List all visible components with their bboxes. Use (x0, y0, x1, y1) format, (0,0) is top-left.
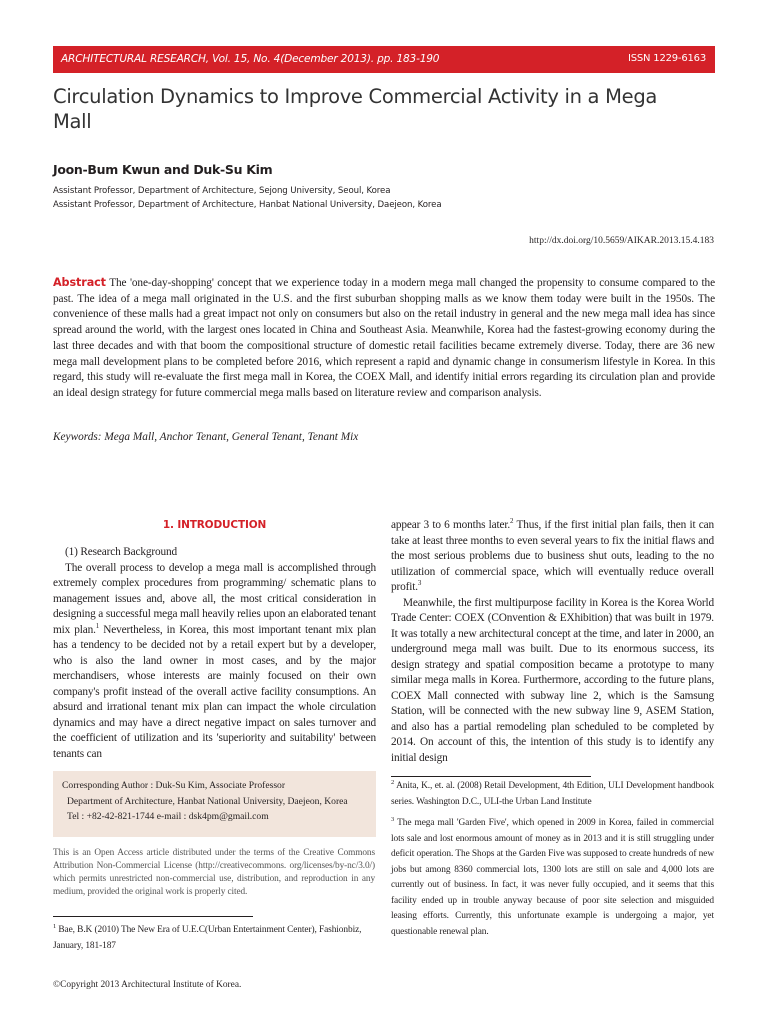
correspondence-box (53, 771, 376, 837)
footnote-text: The mega mall 'Garden Five', which opened in 2009 in Korea, failed in commercial lots sale and lost enormous amount of money as in 2013 and it is still struggling under deficit operation. The Shops at the Garden Five was supposed to create hundreds of new jobs but among 8360 commercial lots, 1300 lots are still on sale and 4,000 lots are currently out of business. In fact, it was never fully occupied, and it seems that this facility ended up in trouble anyway because of poor site selection and misguided leasing efforts. Currently, this unfortunate example is undergoing a major, yet questionable renewal plan. (391, 818, 714, 937)
footnote-text: Bae, B.K (2010) The New Era of U.E.C(Urban Entertainment Center), Fashionbiz, January, 181-187 (53, 925, 362, 951)
affiliation-2: Assistant Professor, Department of Architecture, Hanbat National University, Daejeon, Korea (53, 200, 442, 210)
footnote-ref: 2 (510, 517, 514, 526)
footnote-ref: 1 (95, 621, 100, 630)
footnotes-right (391, 779, 714, 946)
section-heading: 1. INTRODUCTION (162, 519, 267, 531)
abstract-text: The 'one-day-shopping' concept that we experience today in a modern mega mall changed the propensity to consume compared to the past. The idea of a mega mall originated in the U.S. and the first suburban shopping malls as we know them today were built in the 1950s. The convenience of these malls had a great impact not only on consumers but also on the retail industry in general and the new mega mall idea has since spread around the world, with the largest ones located in China and Southeast Asia. Meanwhile, Korea had the fastest-growing economy during the last three decades and with that boom the compositional structure of domestic retail facilities became extremely diverse. Today, there are 36 new mega mall development plans to be completed before 2016, which represent a rapid and dynamic change in consumerism lifestyle in Korea. In this regard, this study will re-evaluate the first mega mall in Korea, the COEX Mall, and identify initial errors regarding its circulation plan and provide an ideal design strategy for future commercial mega malls based on literature review and comparison analysis. (53, 277, 715, 399)
body-paragraph (53, 561, 376, 763)
body-paragraph: Meanwhile, the first multipurpose facility in Korea is the Korea World Trade Center: COEX (COnvention & EXhibition) that was built in 1979. It was totally a new architectural concept at the time, and later in 2000, an underground mega mall was built. Due to its enormous success, its design strategy and spatial composition became a prototype to many similar mega malls in Korea. Furthermore, according to the future plans, COEX Mall connected with subway line 2, which is the Samsung Station, will be connected with the new subway line 9, ASEM Station, and also has a partial remodeling plan scheduled to be completed by 2014. On account of this, the intention of this study is to identify any initial design (391, 596, 714, 764)
body-text: The overall process to develop a mega mall is accomplished through extremely complex procedures from programming/ schematic plans to management issues and, above all, the most critical consideration in designing a successful mega mall heavily relies upon an elaborated tenant mix plan. (53, 561, 376, 636)
corresponding-address: Department of Architecture, Hanbat National University, Daejeon, Korea (67, 796, 348, 807)
open-access-notice: This is an Open Access article distributed under the terms of the Creative Commons Attribution Non-Commercial License (http://creativecommons. org/licenses/by-nc/3.0/) which permits unrestricted non-commercial use, distribution, and reproduction in any medium, provided the original work is properly cited. (53, 848, 375, 897)
footnote-mark: 1 (53, 922, 57, 930)
body-text: Thus, if the first initial plan fails, then it can take at least three months to even several years to fix the initial flaws and the most serious problems due to business shut outs, leading to the no utilization of commercial space, which will eventually reduce overall profit. (391, 519, 714, 593)
affiliation-1: Assistant Professor, Department of Architecture, Sejong University, Seoul, Korea (53, 186, 391, 196)
footnote-1 (53, 923, 376, 954)
issn: ISSN 1229-6163 (627, 53, 706, 64)
footnote-3 (391, 816, 714, 940)
body-paragraph (391, 518, 714, 596)
journal-banner (53, 46, 715, 73)
footnote-text: Anita, K., et. al. (2008) Retail Development, 4th Edition, ULI Development handbook series. Washington D.C., ULI-the Urban Land Institute (391, 781, 714, 807)
paper-title: Circulation Dynamics to Improve Commercial Activity in a Mega Mall (53, 85, 658, 133)
authors: Joon-Bum Kwun and Duk-Su Kim (53, 162, 273, 177)
body-text: appear 3 to 6 months later. (391, 519, 511, 531)
corresponding-contact: Tel : +82-42-821-1744 e-mail : dsk4pm@gmail.com (67, 811, 269, 822)
abstract-label: Abstract (53, 276, 106, 289)
corresponding-author: Corresponding Author : Duk-Su Kim, Associate Professor (62, 780, 286, 791)
abstract (53, 275, 715, 402)
footnote-2 (391, 779, 714, 810)
subsection-heading: (1) Research Background (65, 546, 177, 558)
footnote-divider (391, 776, 591, 777)
doi-link[interactable]: http://dx.doi.org/10.5659/AIKAR.2013.15.4.183 (529, 236, 714, 246)
footnote-divider (53, 916, 253, 917)
keywords: Keywords: Mega Mall, Anchor Tenant, General Tenant, Tenant Mix (53, 431, 359, 443)
right-column (391, 518, 714, 766)
left-column (53, 518, 376, 762)
footnote-ref: 3 (417, 579, 422, 588)
footnote-mark: 2 (391, 778, 395, 786)
footnote-mark: 3 (391, 815, 395, 823)
body-text: Nevertheless, in Korea, this most important tenant mix plan has a tendency to be decided not by a retail expert but by a developer, who is also the land owner in most cases, and by the major merchandisers, whose interests are mainly focused on their own company's profit instead of the overall active facility consumptions. An absurd and irrational tenant mix plan can impact the whole circulation dynamics and may have a direct negative impact on sales turnover and the coefficient of utilization and its 'superiority and suitability' between tenants can (53, 623, 376, 760)
journal-citation: ARCHITECTURAL RESEARCH, Vol. 15, No. 4(December 2013). pp. 183-190 (61, 53, 440, 65)
copyright: ©Copyright 2013 Architectural Institute of Korea. (53, 980, 242, 990)
